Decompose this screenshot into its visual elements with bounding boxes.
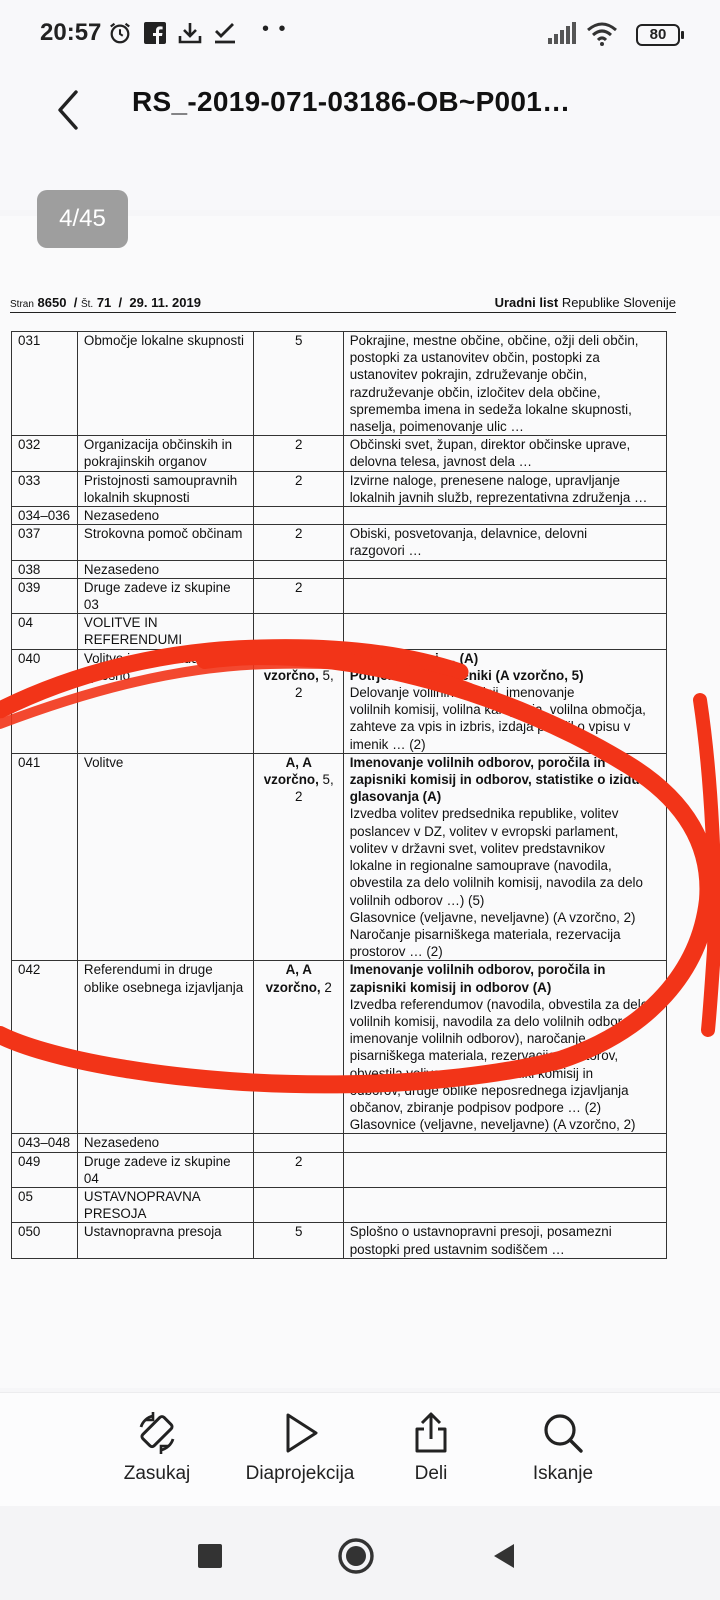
row-description: Splošno o ustavnopravni presoji, posamezni postopki pred ustavnim sodiščem … (343, 1223, 666, 1258)
row-description: Obiski, posvetovanja, delavnice, delovni razgovori … (343, 525, 666, 560)
row-code: 050 (12, 1223, 78, 1258)
document-header (10, 295, 676, 313)
recents-square-icon[interactable] (190, 1536, 230, 1576)
row-name: Organizacija občinskih in pokrajinskih organov (77, 436, 253, 471)
row-name: Strokovna pomoč občinam (77, 525, 253, 560)
search-button[interactable] (498, 1411, 628, 1491)
row-code: 037 (12, 525, 78, 560)
row-name: Nezasedeno (77, 507, 253, 525)
row-retention: 2 (253, 1152, 343, 1187)
wifi-icon (586, 22, 618, 46)
row-retention: A, A vzorčno, 5, 2 (253, 649, 343, 753)
share-button[interactable] (366, 1411, 496, 1491)
row-description (343, 1134, 666, 1152)
system-navigation-bar (0, 1506, 720, 1600)
row-description (343, 578, 666, 613)
table-row (12, 507, 667, 525)
row-description: Občinski svet, župan, direktor občinske uprave, delovna telesa, javnost dela … (343, 436, 666, 471)
row-retention: 2 (253, 578, 343, 613)
row-name: Nezasedeno (77, 1134, 253, 1152)
row-retention: 2 (253, 436, 343, 471)
row-retention: 5 (253, 332, 343, 436)
row-retention (253, 507, 343, 525)
classification-table (11, 331, 667, 1259)
share-icon (409, 1411, 453, 1455)
row-description (343, 507, 666, 525)
play-icon (278, 1411, 322, 1455)
search-label: Iskanje (532, 1463, 594, 1484)
row-description: Imenovanje volilnih odborov, poročila in zapisniki komisij in odborov, statistike o izidu glasovanja (A) Izvedba volitev predsednika republike, volitev poslancev v DZ, volitev v evropski parlament, volitev v državni svet, volitev predstavnikov lokalne in regionalne samouprave (navodila, obvestila za delo volilnih komisij, navodila za delo volilnih odborov …) (5) Glasovnice (veljavne, neveljavne) (A vzorčno, 2) Naročanje pisarniškega materiala, rezervacija prostorov … (2) (343, 753, 666, 960)
row-name: Druge zadeve iz skupine 04 (77, 1152, 253, 1187)
checkmark-icon (213, 20, 237, 46)
table-row (12, 332, 667, 436)
row-code: 039 (12, 578, 78, 613)
row-code: 038 (12, 560, 78, 578)
row-retention: A, A vzorčno, 5, 2 (253, 753, 343, 960)
slideshow-label: Diaprojekcija (245, 1463, 355, 1484)
row-code: 04 (12, 614, 78, 649)
row-description: Volilni sistemi … (A) Potrjeni volilni imeniki (A vzorčno, 5) Delovanje volilnih komisij, imenovanje volilnih komisij, volilna kampanja, volilna območja, zahteve za vpis in izbris, izdaja potrdil o vpisu v imenik … (2) (343, 649, 666, 753)
status-bar (0, 0, 720, 70)
table-row (12, 753, 667, 960)
table-row (12, 961, 667, 1134)
table-row (12, 614, 667, 649)
row-name: Referendumi in druge oblike osebnega izjavljanja (77, 961, 253, 1134)
row-description: Imenovanje volilnih odborov, poročila in zapisniki komisij in odborov (A) Izvedba referendumov (navodila, obvestila za delo volilnih komisij, navodila za delo volilnih odborov, imenovanje volilnih odborov), naročanje pisarniškega materiala, rezervacija prostorov, obvestila volivcem …, zapisniki komisij in odborov, druge oblike neposrednega izjavljanja občanov, zbiranje podpisov podpore … (2) Glasovnice (veljavne, neveljavne) (A vzorčno, 2) (343, 961, 666, 1134)
row-retention (253, 1134, 343, 1152)
row-code: 049 (12, 1152, 78, 1187)
table-row (12, 1223, 667, 1258)
row-code: 043–048 (12, 1134, 78, 1152)
row-name: VOLITVE IN REFERENDUMI (77, 614, 253, 649)
row-code: 034–036 (12, 507, 78, 525)
row-retention: A, A vzorčno, 2 (253, 961, 343, 1134)
document-header-left: Stran 8650 / Št. 71 / 29. 11. 2019 (10, 295, 201, 310)
row-code: 032 (12, 436, 78, 471)
row-code: 042 (12, 961, 78, 1134)
row-name: Območje lokalne skupnosti (77, 332, 253, 436)
slideshow-button[interactable] (234, 1411, 366, 1491)
table-row (12, 560, 667, 578)
row-code: 040 (12, 649, 78, 753)
row-name: Ustavnopravna presoja (77, 1223, 253, 1258)
document-header-right: Uradni list Republike Slovenije (494, 295, 676, 310)
search-icon (541, 1411, 585, 1455)
row-description (343, 614, 666, 649)
row-retention (253, 1187, 343, 1222)
row-description (343, 560, 666, 578)
table-row (12, 436, 667, 471)
battery-indicator: 80 (636, 24, 680, 46)
home-circle-icon[interactable] (336, 1536, 376, 1576)
back-triangle-icon[interactable] (484, 1536, 524, 1576)
back-button[interactable] (48, 82, 88, 138)
row-description (343, 1152, 666, 1187)
row-name: USTAVNOPRAVNA PRESOJA (77, 1187, 253, 1222)
download-icon (178, 20, 202, 46)
row-description: Pokrajine, mestne občine, občine, ožji deli občin, postopki za ustanovitev občin, postopki za ustanovitev pokrajin, združevanje občin, razdruževanje občin, izločitev dela občine, sprememba imena in sedeža lokalne skupnosti, naselja, poimenovanje ulic … (343, 332, 666, 436)
alarm-icon (108, 20, 132, 46)
page-indicator: 4/45 (37, 190, 128, 248)
table-row (12, 649, 667, 753)
rotate-label: Zasukaj (123, 1463, 191, 1484)
table-row (12, 525, 667, 560)
table-row (12, 1152, 667, 1187)
row-code: 041 (12, 753, 78, 960)
share-label: Deli (414, 1463, 448, 1484)
signal-icon (548, 22, 576, 44)
row-name: Druge zadeve iz skupine 03 (77, 578, 253, 613)
facebook-icon (143, 20, 167, 46)
row-retention (253, 614, 343, 649)
app-header (0, 70, 720, 210)
row-name: Volitve in referendumi splošno (77, 649, 253, 753)
row-description: Izvirne naloge, prenesene naloge, upravljanje lokalnih javnih služb, reprezentativna združenja … (343, 471, 666, 506)
row-retention: 2 (253, 471, 343, 506)
table-row (12, 578, 667, 613)
status-time: 20:57 (40, 19, 102, 46)
row-retention: 2 (253, 525, 343, 560)
more-dots-icon: • • (262, 18, 288, 40)
document-title: RS_-2019-071-03186-OB~P001… (132, 86, 571, 117)
table-row (12, 471, 667, 506)
row-description (343, 1187, 666, 1222)
row-code: 05 (12, 1187, 78, 1222)
row-code: 033 (12, 471, 78, 506)
row-name: Pristojnosti samoupravnih lokalnih skupnosti (77, 471, 253, 506)
bottom-toolbar (0, 1392, 720, 1506)
row-name: Nezasedeno (77, 560, 253, 578)
rotate-button[interactable] (92, 1411, 222, 1491)
row-retention: 5 (253, 1223, 343, 1258)
table-row (12, 1134, 667, 1152)
rotate-icon (135, 1411, 179, 1455)
row-code: 031 (12, 332, 78, 436)
table-row (12, 1187, 667, 1222)
row-name: Volitve (77, 753, 253, 960)
row-retention (253, 560, 343, 578)
